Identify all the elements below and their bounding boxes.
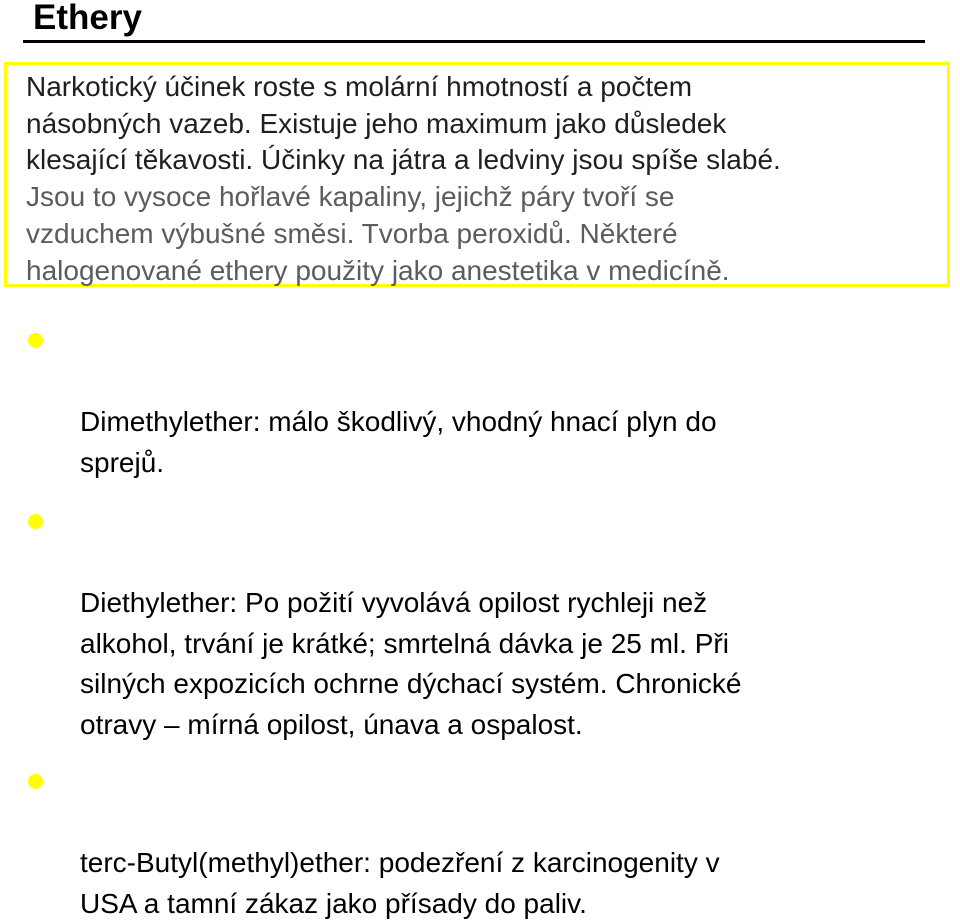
bullet-item-diethylether xyxy=(80,502,940,745)
bullet-item-mtbe xyxy=(80,762,940,924)
bullet-text: terc-Butyl(methyl)ether: podezření z karcinogenity v USA a tamní zákaz jako přísady do paliv. xyxy=(80,847,720,919)
bullet-dot-icon xyxy=(28,514,43,529)
box-text-paragraph-2: Jsou to vysoce hořlavé kapaliny, jejichž páry tvoří se vzduchem výbušné směsi. Tvorba peroxidů. Některé halogenované ethery použity jako anestetika v medicíně. xyxy=(26,181,730,286)
bullet-item-dimethylether xyxy=(80,321,940,483)
bullet-list xyxy=(0,321,960,924)
bullet-text: Dimethylether: málo škodlivý, vhodný hnací plyn do sprejů. xyxy=(80,406,717,478)
title-underline xyxy=(23,40,925,43)
bullet-dot-icon xyxy=(28,774,43,789)
highlight-box xyxy=(4,62,950,287)
bullet-dot-icon xyxy=(28,333,43,348)
slide-title: Ethery xyxy=(33,0,142,37)
bullet-text: Diethylether: Po požití vyvolává opilost rychleji než alkohol, trvání je krátké; smrtelná dávka je 25 ml. Při silných expozicích ochrne dýchací systém. Chronické otravy – mírná opilost, únava a ospalost. xyxy=(80,587,742,740)
box-text-paragraph-1: Narkotický účinek roste s molární hmotností a počtem násobných vazeb. Existuje jeho maximum jako důsledek klesající těkavosti. Účinky na játra a ledviny jsou spíše slabé. xyxy=(26,71,781,176)
highlight-box-text xyxy=(26,69,946,289)
